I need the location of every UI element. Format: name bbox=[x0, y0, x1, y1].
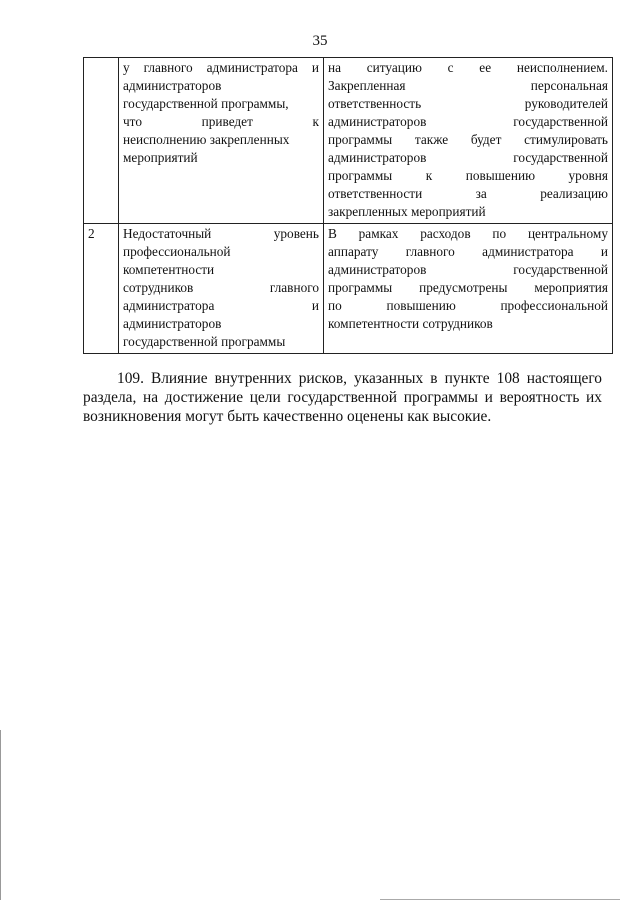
measure-line: аппарату главного администратора и bbox=[328, 244, 608, 259]
measure-line: программы предусмотрены мероприятия bbox=[328, 280, 608, 295]
table-row bbox=[84, 58, 613, 224]
risk-line: профессиональной bbox=[123, 244, 231, 259]
risk-line: администраторов bbox=[123, 78, 222, 93]
measure-line: закрепленных мероприятий bbox=[328, 204, 486, 219]
table-row bbox=[84, 224, 613, 354]
risk-line: администратора и bbox=[123, 298, 319, 313]
page-number: 35 bbox=[312, 33, 328, 49]
measure-cell bbox=[324, 224, 613, 354]
measure-line: на ситуацию с ее неисполнением. bbox=[328, 60, 608, 75]
measure-cell bbox=[324, 58, 613, 224]
row-number: 2 bbox=[84, 224, 119, 354]
measure-line: ответственность руководителей bbox=[328, 96, 608, 111]
measure-line: Закрепленная персональная bbox=[328, 78, 608, 93]
measure-line: В рамках расходов по центральному bbox=[328, 226, 608, 241]
risk-line: сотрудников главного bbox=[123, 280, 319, 295]
measure-line: по повышению профессиональной bbox=[328, 298, 608, 313]
risk-line: что приведет к bbox=[123, 114, 319, 129]
risk-line: администраторов bbox=[123, 316, 222, 331]
measure-line: программы к повышению уровня bbox=[328, 168, 608, 183]
risk-cell bbox=[119, 58, 324, 224]
measure-line: администраторов государственной bbox=[328, 114, 608, 129]
measure-line: администраторов государственной bbox=[328, 262, 608, 277]
scan-margin-line bbox=[0, 730, 1, 900]
risk-cell bbox=[119, 224, 324, 354]
measure-line: программы также будет стимулировать bbox=[328, 132, 608, 147]
risk-line: у главного администратора и bbox=[123, 60, 319, 75]
risk-line: Недостаточный уровень bbox=[123, 226, 319, 241]
paragraph-109: 109. Влияние внутренних рисков, указанных в пункте 108 настоящего раздела, на достижение цели государственной программы и вероятность их возникновения могут быть качественно оценены как высокие. bbox=[83, 370, 602, 426]
risk-line: компетентности bbox=[123, 262, 215, 277]
risk-table bbox=[83, 57, 613, 354]
measure-line: компетентности сотрудников bbox=[328, 316, 493, 331]
scan-bottom-line bbox=[380, 899, 620, 900]
risk-line: государственной программы, bbox=[123, 96, 289, 111]
risk-line: государственной программы bbox=[123, 334, 286, 349]
risk-line: мероприятий bbox=[123, 150, 198, 165]
row-number bbox=[84, 58, 119, 224]
measure-line: ответственности за реализацию bbox=[328, 186, 608, 201]
risk-line: неисполнению закрепленных bbox=[123, 132, 290, 147]
measure-line: администраторов государственной bbox=[328, 150, 608, 165]
